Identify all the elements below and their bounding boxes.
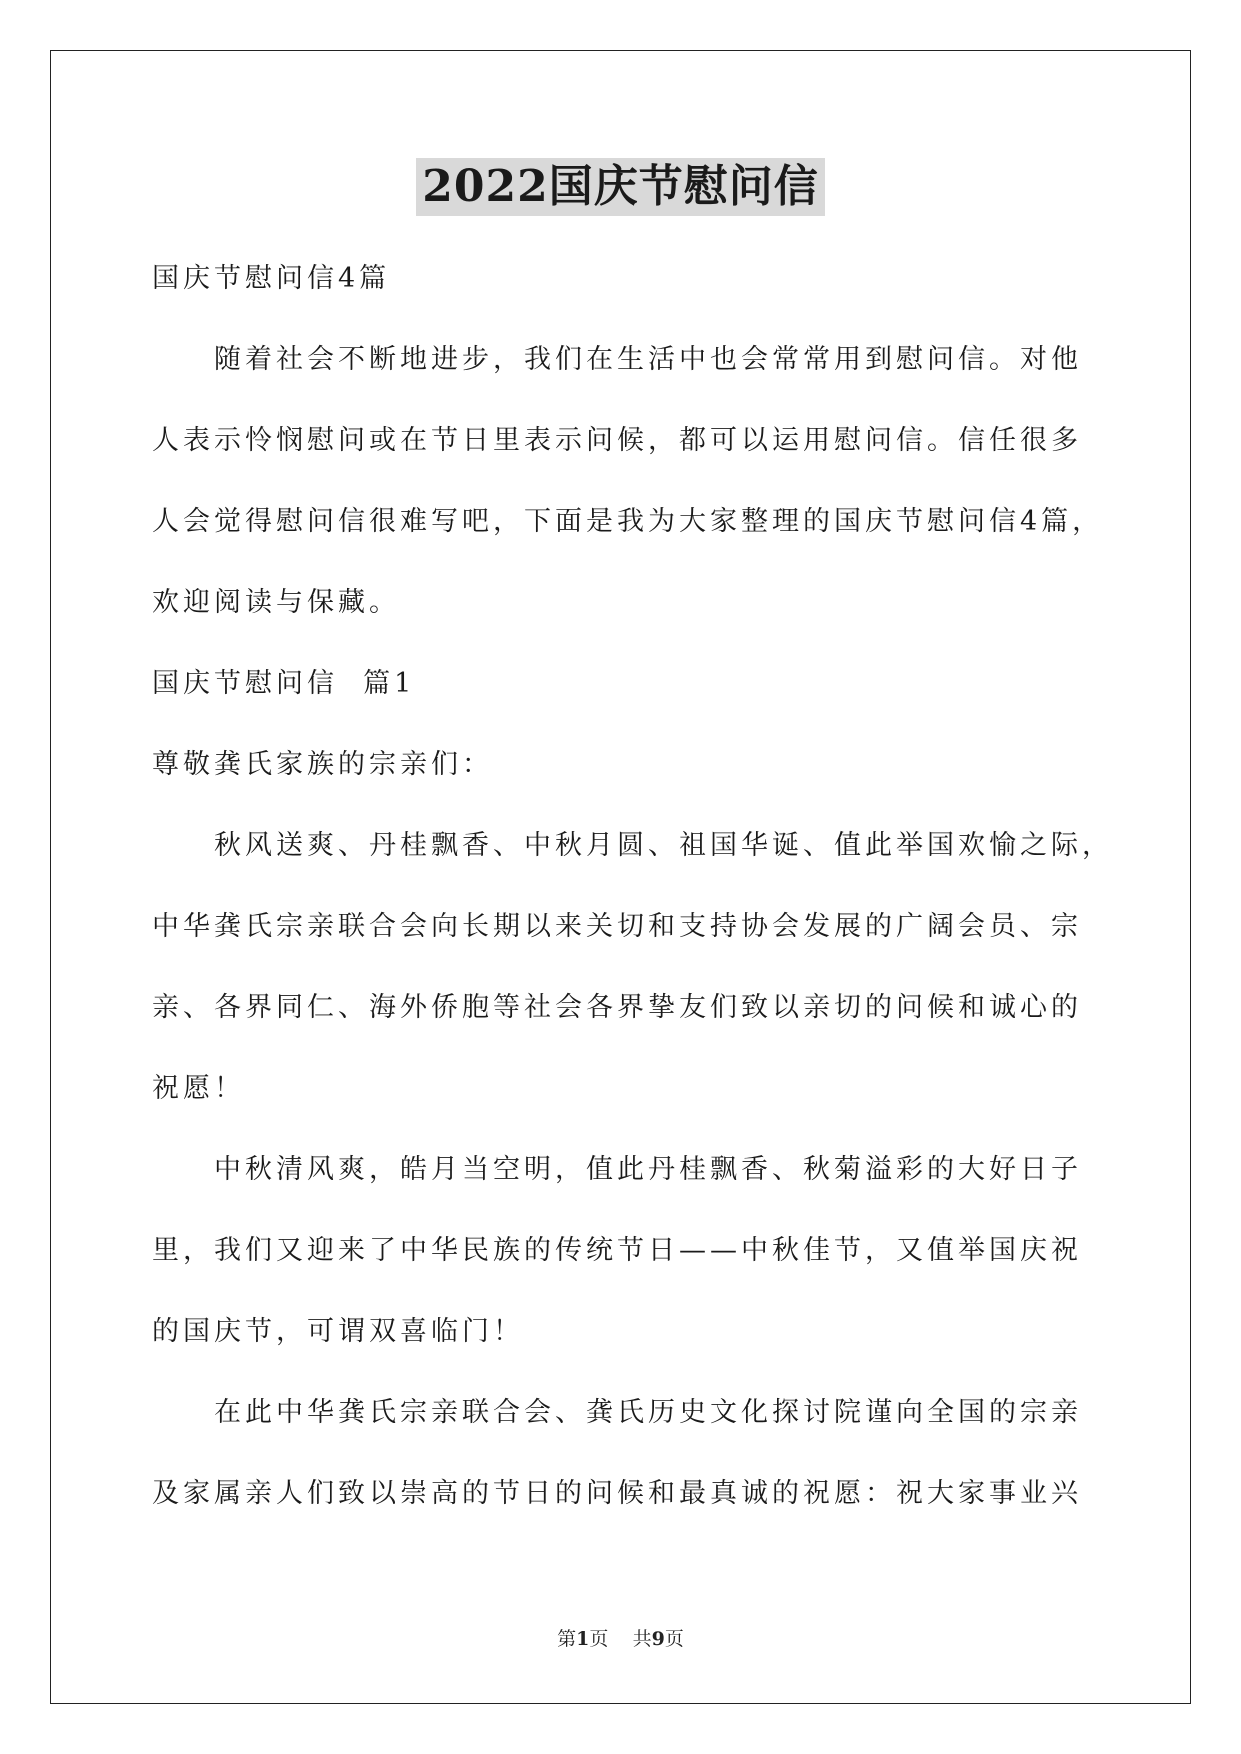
section-heading: 国庆节慰问信 篇1: [152, 668, 416, 699]
page-total: 9: [651, 1628, 665, 1650]
paragraph-line: 亲、各界同仁、海外侨胞等社会各界挚友们致以亲切的问候和诚心的: [152, 992, 1082, 1023]
paragraph-line: 中华龚氏宗亲联合会向长期以来关切和支持协会发展的广阔会员、宗: [152, 911, 1082, 942]
page-prefix: 第: [557, 1628, 577, 1650]
paragraph-line: 人表示怜悯慰问或在节日里表示问候，都可以运用慰问信。信任很多: [152, 425, 1082, 456]
salutation: 尊敬龚氏家族的宗亲们：: [152, 749, 493, 780]
document-body: [152, 238, 1113, 1534]
paragraph-line: 中秋清风爽，皓月当空明，值此丹桂飘香、秋菊溢彩的大好日子: [214, 1154, 1082, 1185]
paragraph-line: 在此中华龚氏宗亲联合会、龚氏历史文化探讨院谨向全国的宗亲: [214, 1397, 1082, 1428]
page-suffix: 页: [589, 1628, 609, 1650]
paragraph-line: 人会觉得慰问信很难写吧，下面是我为大家整理的国庆节慰问信4篇，: [152, 506, 1104, 537]
subtitle: 国庆节慰问信4篇: [152, 263, 391, 294]
title-container: [0, 158, 1241, 216]
paragraph-line: 的国庆节，可谓双喜临门！: [152, 1316, 524, 1347]
document-title: 2022国庆节慰问信: [416, 158, 824, 216]
page-number: 1: [576, 1628, 590, 1650]
paragraph-line: 及家属亲人们致以崇高的节日的问候和最真诚的祝愿：祝大家事业兴: [152, 1478, 1082, 1509]
paragraph-line: 祝愿！: [152, 1073, 245, 1104]
page-footer: [0, 1624, 1241, 1651]
paragraph-line: 随着社会不断地进步，我们在生活中也会常常用到慰问信。对他: [214, 344, 1082, 375]
total-suffix: 页: [664, 1628, 684, 1650]
total-prefix: 共: [632, 1628, 652, 1650]
paragraph-line: 秋风送爽、丹桂飘香、中秋月圆、祖国华诞、值此举国欢愉之际，: [214, 830, 1113, 861]
paragraph-line: 欢迎阅读与保藏。: [152, 587, 400, 618]
paragraph-line: 里，我们又迎来了中华民族的传统节日——中秋佳节，又值举国庆祝: [152, 1235, 1082, 1266]
